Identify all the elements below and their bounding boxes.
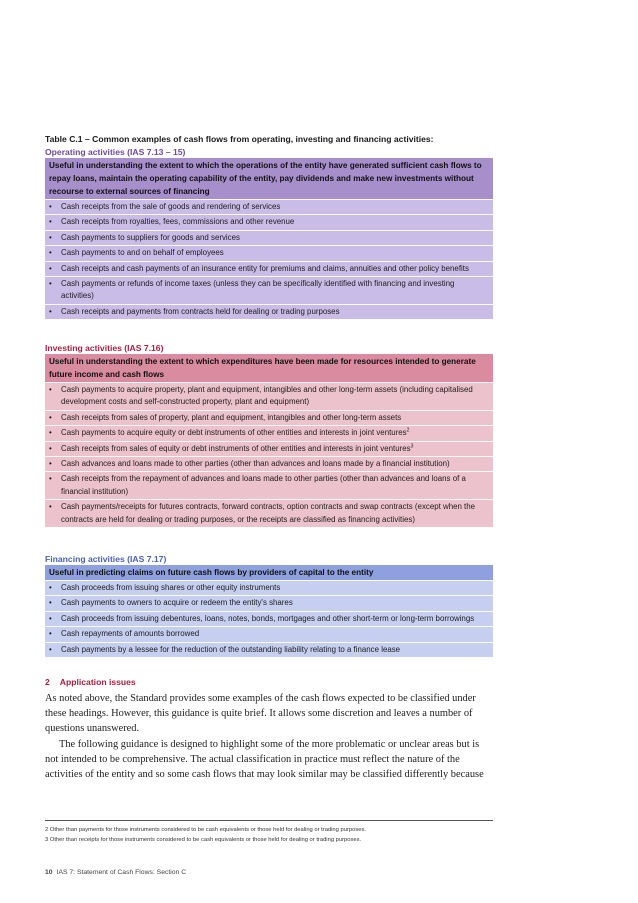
footer-text: IAS 7: Statement of Cash Flows: Section C	[56, 869, 187, 876]
operating-table	[45, 158, 493, 319]
list-item: • Cash payments or refunds of income taxes (unless they can be specifically identified with financing and investing activities)	[45, 276, 493, 304]
list-item: • Cash repayments of amounts borrowed	[45, 626, 493, 641]
footnote-2: 2 Other than payments for those instruments considered to be cash equivalents or those held for dealing or trading purposes.	[45, 827, 366, 833]
operating-title: Operating activities (IAS 7.13 – 15)	[45, 147, 186, 157]
investing-table	[45, 354, 493, 527]
list-item: • Cash payments/receipts for futures contracts, forward contracts, option contracts and swap contracts (except when the contracts are held for dealing or trading purposes, or the receipts are classified as financing activities)	[45, 499, 493, 527]
list-item: • Cash receipts from sales of property, plant and equipment, intangibles and other long-term assets	[45, 410, 493, 425]
investing-header: Useful in understanding the extent to which expenditures have been made for resources intended to generate future income and cash flows	[45, 354, 493, 382]
operating-section	[45, 146, 493, 319]
footnote-3: 3 Other than receipts for those instruments considered to be cash equivalents or those held for dealing or trading purposes.	[45, 837, 362, 843]
list-item: • Cash payments to acquire equity or debt instruments of other entities and interests in joint ventures$^2$	[45, 425, 493, 440]
list-item: • Cash receipts and cash payments of an insurance entity for premiums and claims, annuities and other policy benefits	[45, 261, 493, 276]
page-number: 10	[45, 869, 53, 876]
list-item: • Cash payments to and on behalf of employees	[45, 245, 493, 260]
investing-title: Investing activities (IAS 7.16)	[45, 343, 164, 353]
footnote-ref: 2	[406, 427, 410, 434]
list-item: • Cash receipts from the sale of goods and rendering of services	[45, 199, 493, 214]
list-item: • Cash receipts from the repayment of advances and loans made to other parties (other than advances and loans of a financial institution)	[45, 471, 493, 499]
application-heading	[45, 677, 136, 687]
list-item: • Cash payments to owners to acquire or redeem the entity's shares	[45, 595, 493, 610]
list-item: • Cash advances and loans made to other parties (other than advances and loans made by a financial institution)	[45, 456, 493, 471]
list-item: • Cash receipts from sales of equity or debt instruments of other entities and interests in joint ventures$^3$	[45, 441, 493, 456]
financing-table	[45, 565, 493, 657]
list-item: • Cash receipts from royalties, fees, commissions and other revenue	[45, 214, 493, 229]
list-item: • Cash proceeds from issuing shares or other equity instruments	[45, 580, 493, 595]
section-title: Application issues	[59, 677, 136, 687]
operating-header: Useful in understanding the extent to which the operations of the entity have generated sufficient cash flows to repay loans, maintain the operating capability of the entity, pay dividends and make new investments without recourse to external sources of financing	[45, 158, 493, 199]
investing-section	[45, 342, 493, 527]
table-caption: Table C.1 – Common examples of cash flows from operating, investing and financing activities:	[45, 134, 434, 144]
financing-header: Useful in predicting claims on future cash flows by providers of capital to the entity	[45, 565, 493, 580]
financing-section	[45, 553, 493, 657]
application-paragraph-2: The following guidance is designed to highlight some of the more problematic or unclear areas but is not intended to be comprehensive. The actual classification in practice must reflect the nature of the activities of the entity and so some cash flows that may look similar may be classified differently because	[45, 739, 484, 780]
list-item: • Cash payments to suppliers for goods and services	[45, 230, 493, 245]
section-number: 2	[45, 677, 50, 687]
footnote-divider	[45, 820, 493, 821]
list-item: • Cash payments by a lessee for the reduction of the outstanding liability relating to a finance lease	[45, 642, 493, 657]
list-item: • Cash proceeds from issuing debentures, loans, notes, bonds, mortgages and other short-term or long-term borrowings	[45, 611, 493, 626]
list-item: • Cash receipts and payments from contracts held for dealing or trading purposes	[45, 304, 493, 319]
financing-title: Financing activities (IAS 7.17)	[45, 554, 167, 564]
list-item: • Cash payments to acquire property, plant and equipment, intangibles and other long-term assets (including capitalised development costs and self-constructed property, plant and equipment)	[45, 382, 493, 410]
footnote-ref: 3	[410, 443, 414, 449]
application-paragraph-1: As noted above, the Standard provides some examples of the cash flows expected to be classified under these headings. However, this guidance is quite brief. It allows some discretion and leaves a number of questions unanswered.	[45, 693, 476, 734]
page-footer	[45, 869, 186, 876]
